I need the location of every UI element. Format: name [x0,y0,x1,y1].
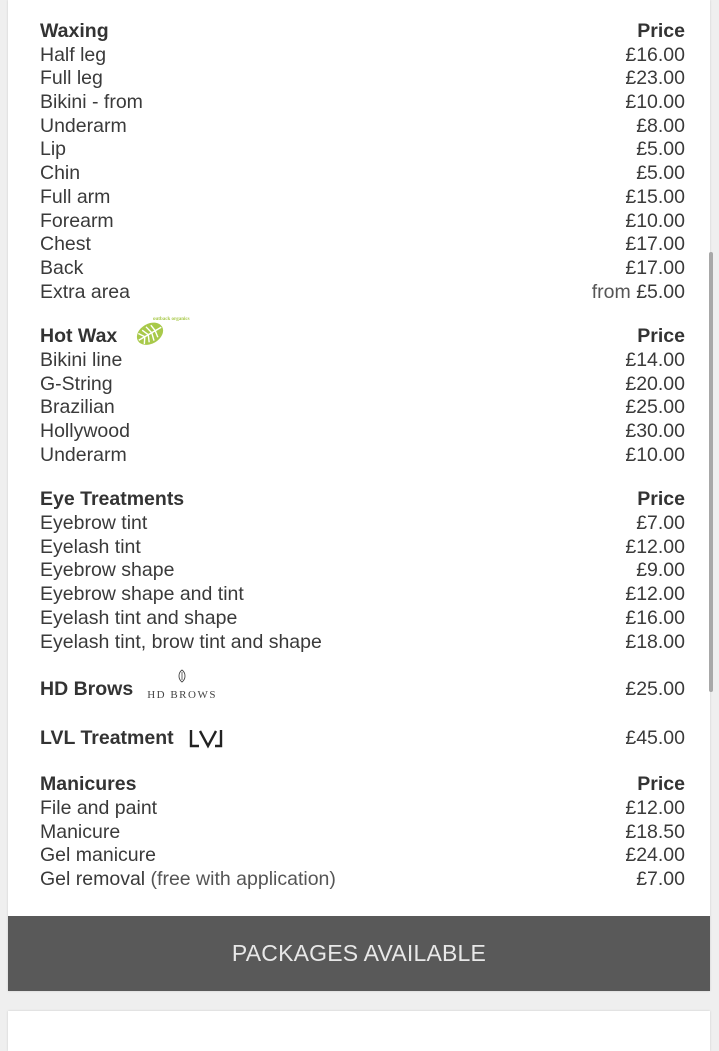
hd-brows-logo [147,669,217,709]
price-column-header: Price [637,20,685,42]
item-price: £14.00 [625,348,685,371]
section-title: Waxing [40,20,109,42]
item-price: £24.00 [625,844,685,867]
hot-wax-section [40,317,685,467]
list-item [40,631,685,655]
next-card [8,1011,710,1051]
item-note: (free with application) [150,867,336,890]
item-name: Forearm [40,209,114,232]
item-name: Manicure [40,820,121,843]
section-title: Hot Wax [40,325,118,348]
price-column-header: Price [637,325,685,348]
item-price: £12.00 [625,583,685,606]
item-name-wrap [40,868,336,892]
lvl-row [40,724,685,752]
item-name: Eyelash tint [40,535,141,558]
list-item [40,797,685,821]
list-item [40,257,685,281]
item-name: Extra area [40,280,130,303]
list-item [40,67,685,91]
item-name: Bikini - from [40,91,143,114]
item-price: £7.00 [636,867,685,890]
item-price: £10.00 [625,209,685,232]
list-item [40,138,685,162]
scrollbar[interactable] [709,252,713,692]
item-price: £9.00 [636,559,685,582]
list-item [40,186,685,210]
item-name: Chest [40,233,91,256]
hd-brows-section [40,675,685,703]
lvl-section [40,724,685,752]
packages-available-banner[interactable] [8,916,710,991]
section-title: LVL Treatment [40,727,174,750]
outback-organics-leaf-logo-icon [127,312,190,352]
list-item [40,44,685,68]
list-item [40,512,685,536]
eye-treatments-section [40,488,685,654]
item-price: £25.00 [625,678,685,701]
list-item [40,233,685,257]
item-price: £45.00 [625,727,685,750]
list-item [40,396,685,420]
item-name: Brazilian [40,396,115,419]
hot-wax-header [40,317,685,349]
item-name: Eyelash tint, brow tint and shape [40,630,322,653]
list-item [40,91,685,115]
item-name: Eyebrow tint [40,512,148,535]
list-item [40,536,685,560]
banner-label: PACKAGES AVAILABLE [231,940,487,966]
manicures-header [40,773,685,797]
item-price: £10.00 [625,443,685,466]
item-name: Eyebrow shape [40,559,175,582]
item-price: £25.00 [625,396,685,419]
item-price: £16.00 [625,606,685,629]
item-name: File and paint [40,796,158,819]
item-name: Underarm [40,114,127,137]
item-price: £12.00 [625,796,685,819]
price-menu [40,20,685,913]
list-item [40,583,685,607]
section-title: Eye Treatments [40,488,185,511]
item-name: Hollywood [40,420,130,442]
section-title: Manicures [40,773,137,796]
list-item [40,281,685,305]
item-price: £23.00 [625,67,685,90]
list-item [40,607,685,631]
item-price: £20.00 [625,372,685,395]
item-name: Eyebrow shape and tint [40,583,244,606]
list-item [40,868,685,892]
waxing-header [40,20,685,44]
list-item [40,210,685,234]
item-price: £18.00 [625,630,685,653]
item-price: £10.00 [625,91,685,114]
item-price: £16.00 [625,43,685,66]
item-price: £5.00 [636,162,685,185]
item-name: Gel removal [40,867,146,890]
list-item [40,420,685,444]
manicures-section [40,773,685,891]
item-name: Full arm [40,185,111,208]
waxing-section [40,20,685,304]
list-item [40,821,685,845]
section-title: HD Brows [40,678,134,701]
list-item [40,349,685,373]
lvl-logo-icon [188,727,228,749]
item-price: £30.00 [625,420,685,442]
section-title-wrap [40,317,190,352]
item-price: £8.00 [636,114,685,137]
item-name: Lip [40,138,67,161]
price-list-card [8,0,710,991]
price-prefix: from [591,280,631,303]
item-price: £7.00 [636,512,685,535]
list-item [40,844,685,868]
item-name: Gel manicure [40,844,156,867]
item-name: Bikini line [40,348,123,371]
item-name: Half leg [40,43,107,66]
item-price: £17.00 [625,233,685,256]
eye-treatments-header [40,488,685,512]
logo-text: outback organics [153,317,190,323]
item-price [592,281,685,305]
price-value: £5.00 [636,280,685,303]
item-name: Underarm [40,443,127,466]
list-item [40,444,685,468]
section-title-wrap [40,669,217,709]
item-name: Back [40,256,84,279]
item-name: Chin [40,162,81,185]
list-item [40,559,685,583]
item-price: £5.00 [636,138,685,161]
price-column-header: Price [637,488,685,511]
list-item [40,115,685,139]
item-name: Eyelash tint and shape [40,606,238,629]
hd-brows-logo-text: HD BROWS [147,689,217,702]
item-name: G-String [40,372,113,395]
item-price: £18.50 [625,820,685,843]
item-price: £12.00 [625,535,685,558]
list-item [40,162,685,186]
item-price: £17.00 [625,256,685,279]
section-title-wrap [40,724,228,752]
price-column-header: Price [637,773,685,796]
hd-brows-row [40,675,685,703]
list-item [40,373,685,397]
item-price: £15.00 [625,185,685,208]
item-name: Full leg [40,67,103,90]
